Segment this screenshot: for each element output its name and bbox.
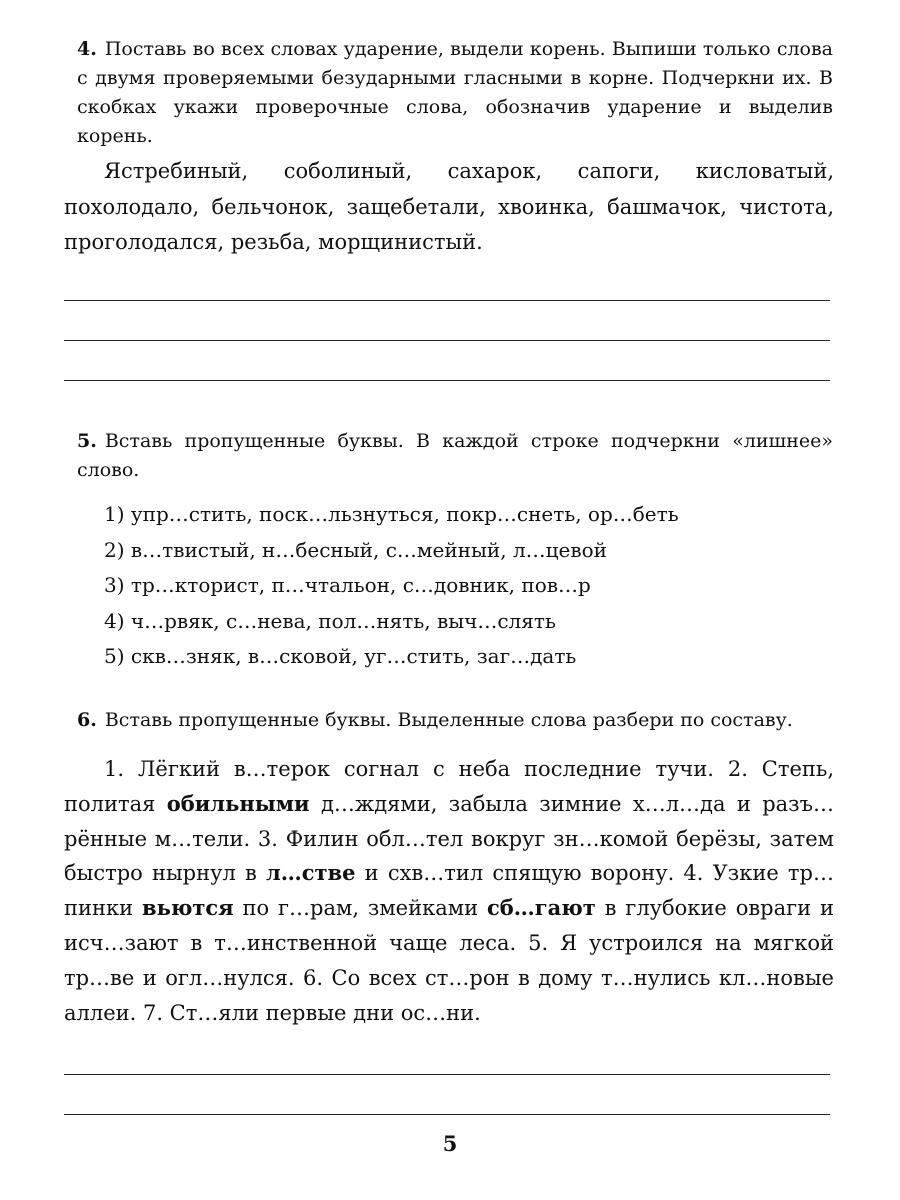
task-5-rows (104, 497, 824, 675)
task-5-number: 5. (77, 430, 97, 452)
highlighted-word: л…стве (265, 860, 356, 886)
highlighted-word: сб…гают (486, 895, 596, 921)
task-5-row: 1) упр…стить, поск…льзнуться, покр…снеть, ор…беть (104, 502, 679, 526)
task-6-instruction (77, 706, 833, 735)
text-segment: по г…рам, змейками (233, 896, 487, 921)
answer-line[interactable] (64, 380, 830, 381)
task-5-instruction (77, 427, 833, 485)
task-5-row: 4) ч…рвяк, с…нева, пол…нять, выч…слять (104, 608, 556, 633)
highlighted-word: вьются (141, 895, 234, 921)
answer-line[interactable] (64, 300, 830, 301)
task-6-text (64, 752, 834, 1030)
answer-line[interactable] (64, 340, 830, 341)
page-number: 5 (442, 1131, 458, 1156)
answer-line[interactable] (64, 1074, 830, 1075)
task-5-instruction-text: Вставь пропущенные буквы. В каждой строке подчеркни «лишнее» слово. (77, 430, 833, 481)
task-4-instruction (77, 35, 833, 151)
text-segment: д…ждями, забыла зимние х…л…да и разъ…рённые м…тели. 3. Филин обл…тел вокруг зн…комой берёзы, затем быстро нырнул в (64, 791, 834, 886)
task-6-number: 6. (77, 709, 97, 731)
task-4-instruction-text: Поставь во всех словах ударение, выдели корень. Выпиши только слова с двумя проверяемыми безударными гласными в корне. Подчеркни их. В скобках укажи проверочные слова, обозначив ударение и выделив корень. (77, 38, 833, 147)
task-5-row: 3) тр…кторист, п…чтальон, с…довник, пов…р (104, 573, 591, 597)
task-6-instruction-text: Вставь пропущенные буквы. Выделенные слова разбери по составу. (104, 709, 793, 731)
answer-line[interactable] (64, 1114, 830, 1115)
task-5-row: 2) в…твистый, н…бесный, с…мейный, л…цевой (104, 537, 607, 562)
task-4-word-list: Ястребиный, соболиный, сахарок, сапоги, кисловатый, похолодало, бельчонок, защебетали, хвоинка, башмачок, чистота, проголодался, резьба, морщинистый. (64, 159, 834, 254)
task-5-row: 5) скв…зняк, в…сковой, уг…стить, заг…дать (104, 644, 577, 668)
highlighted-word: обильными (166, 790, 310, 816)
task-4-number: 4. (77, 38, 97, 60)
text-segment: 1. Лёгкий в…терок согнал с неба последние тучи. 2. Степь, политая (64, 757, 834, 816)
text-segment: и схв…тил спящую ворону. 4. Узкие тр…пинки (64, 861, 834, 921)
text-segment: в глубокие овраги и исч…зают в т…инственной чаще леса. 5. Я устроился на мягкой тр…ве и огл…нулся. 6. Со всех ст…рон в дому т…нулись кл…новые аллеи. 7. Ст…яли первые дни ос…ни. (64, 896, 834, 1025)
